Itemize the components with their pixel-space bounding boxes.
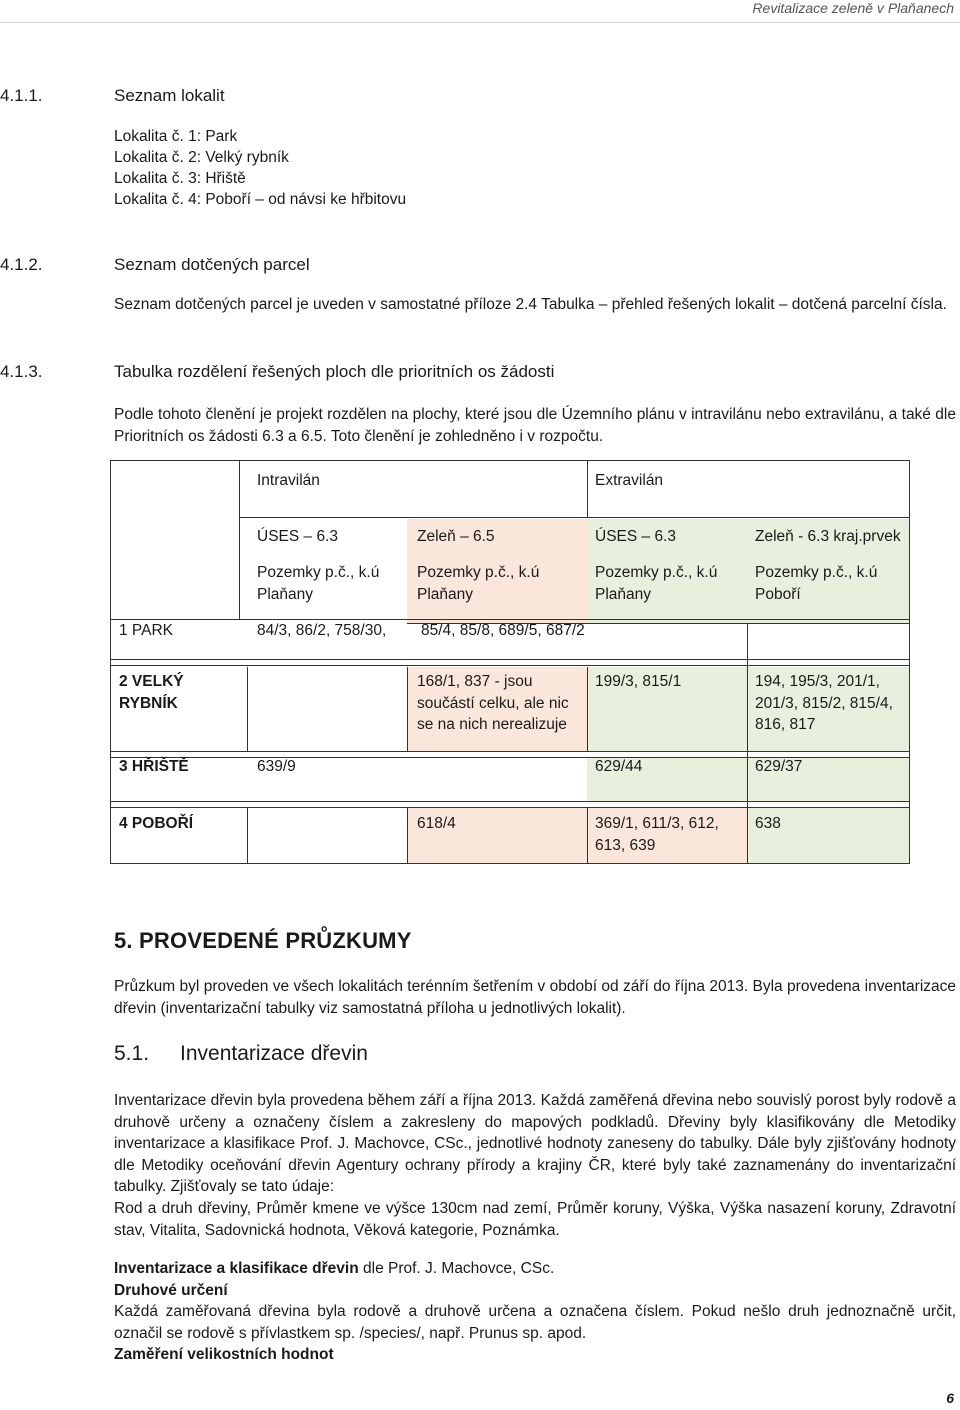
section-number: 4.1.1.	[0, 86, 43, 105]
table-rule	[587, 461, 588, 517]
size-measurement-heading: Zaměření velikostních hodnot	[114, 1346, 334, 1363]
row-label: 2 VELKÝ RYBNÍK	[119, 673, 184, 712]
row-label: 3 HŘIŠTĚ	[119, 758, 189, 775]
parcel-table	[110, 460, 910, 864]
table-rule	[247, 667, 248, 751]
table-rule	[247, 807, 248, 863]
section-5-1-paragraph: Inventarizace dřevin byla provedena během září a října 2013. Každá zaměřená dřevina nebo souvislý porost byly rodově a druhově určeny a označeny číslem a zakresleny do mapových podkladů. Dřeviny byly klasifikovány dle Metodiky inventarizace a klasifikace Prof. J. Machovce, CSc., jednotlivé hodnoty zaneseny do tabulky. Dále byly zjišťovány hodnoty dle Metodiky oceňování dřevin Agentury ochrany přírody a krajiny ČR, které byly také zaznamenány do inventarizační tabulky. Zjišťovaly se tato údaje:	[114, 1092, 956, 1195]
group-header-intravilan: Intravilán	[257, 472, 320, 489]
column-header: Zeleň – 6.5	[417, 528, 495, 545]
species-determination-heading: Druhové určení	[114, 1282, 228, 1299]
table-cell: 639/9	[257, 758, 296, 775]
section-title: Inventarizace dřevin	[180, 1042, 368, 1065]
section-title: Seznam lokalit	[114, 86, 225, 105]
classification-heading: Inventarizace a klasifikace dřevin	[114, 1260, 359, 1277]
table-cell: 199/3, 815/1	[595, 673, 682, 690]
list-item: Lokalita č. 2: Velký rybník	[114, 149, 289, 166]
section-5-heading: 5. PROVEDENÉ PRŮZKUMY	[114, 928, 412, 953]
group-header-extravilan: Extravilán	[595, 472, 664, 489]
table-rule	[587, 807, 588, 863]
column-header: ÚSES – 6.3	[257, 528, 338, 545]
table-rule	[111, 807, 909, 808]
section-4-1-2-text: Seznam dotčených parcel je uveden v samostatné příloze 2.4 Tabulka – přehled řešených lokalit – dotčená parcelní čísla.	[114, 296, 947, 313]
section-number: 4.1.2.	[0, 255, 43, 274]
list-item: Lokalita č. 3: Hřiště	[114, 170, 246, 187]
section-title: Tabulka rozdělení řešených ploch dle prioritních os žádosti	[114, 362, 555, 381]
table-cell: 629/37	[755, 758, 803, 775]
table-cell: 168/1, 837 - jsou součástí celku, ale nic se na nich nerealizuje	[417, 673, 569, 733]
header-divider	[0, 22, 960, 23]
column-subheader: Pozemky p.č., k.ú Poboří	[755, 564, 878, 603]
table-rule	[239, 517, 909, 518]
column-header: Zeleň - 6.3 kraj.prvek	[755, 528, 901, 545]
column-subheader: Pozemky p.č., k.ú Plaňany	[257, 564, 380, 603]
table-cell: 85/4, 85/8, 689/5, 687/2	[421, 622, 585, 639]
classification-line	[114, 1258, 956, 1280]
table-rule	[111, 659, 909, 660]
column-subheader: Pozemky p.č., k.ú Plaňany	[595, 564, 718, 603]
table-rule	[239, 461, 240, 619]
table-cell: 618/4	[417, 815, 456, 832]
table-cell: 638	[755, 815, 781, 832]
table-rule	[407, 807, 408, 863]
column-header: ÚSES – 6.3	[595, 528, 676, 545]
list-item: Lokalita č. 1: Park	[114, 128, 238, 145]
page-number: 6	[946, 1390, 954, 1406]
table-cell: 629/44	[595, 758, 643, 775]
classification-author: dle Prof. J. Machovce, CSc.	[358, 1260, 555, 1277]
section-4-1-3-text: Podle tohoto členění je projekt rozdělen na plochy, které jsou dle Územního plánu v intravilánu nebo extravilánu, a také dle Prioritních os žádosti 6.3 a 6.5. Toto členění je zohledněno i v rozpočtu.	[114, 406, 956, 445]
list-item: Lokalita č. 4: Poboří – od návsi ke hřbitovu	[114, 191, 407, 208]
table-rule	[747, 623, 748, 863]
table-rule	[111, 801, 909, 802]
running-header-title: Revitalizace zeleně v Plaňanech	[752, 0, 954, 16]
section-5-1-attributes: Rod a druh dřeviny, Průměr kmene ve výšce 130cm nad zemí, Průměr koruny, Výška, Výška nasazení koruny, Zdravotní stav, Vitalita, Sadovnická hodnota, Věková kategorie, Poznámka.	[114, 1200, 956, 1239]
table-rule	[407, 667, 408, 751]
table-cell: 84/3, 86/2, 758/30,	[257, 622, 387, 639]
row-label: 4 POBOŘÍ	[119, 815, 194, 832]
table-rule	[587, 667, 588, 751]
row-label: 1 PARK	[119, 622, 173, 639]
table-cell: 369/1, 611/3, 612, 613, 639	[595, 815, 719, 854]
table-rule	[111, 751, 909, 752]
section-number: 4.1.3.	[0, 362, 43, 381]
section-title: Seznam dotčených parcel	[114, 255, 310, 274]
table-cell: 194, 195/3, 201/1, 201/3, 815/2, 815/4, 816, 817	[755, 673, 893, 733]
section-number: 5.1.	[114, 1042, 150, 1065]
table-rule	[111, 665, 909, 666]
species-determination-text: Každá zaměřovaná dřevina byla rodově a druhově určena a označena číslem. Pokud nešlo druh jednoznačně určit, označil se rodově s přívlastkem sp. /species/, např. Prunus sp. apod.	[114, 1303, 956, 1342]
section-5-text: Průzkum byl proveden ve všech lokalitách terénním šetřením v období od září do října 2013. Byla provedena inventarizace dřevin (inventarizační tabulky viz samostatná příloha u jednotlivých lokalit).	[114, 978, 956, 1017]
column-subheader: Pozemky p.č., k.ú Plaňany	[417, 564, 540, 603]
